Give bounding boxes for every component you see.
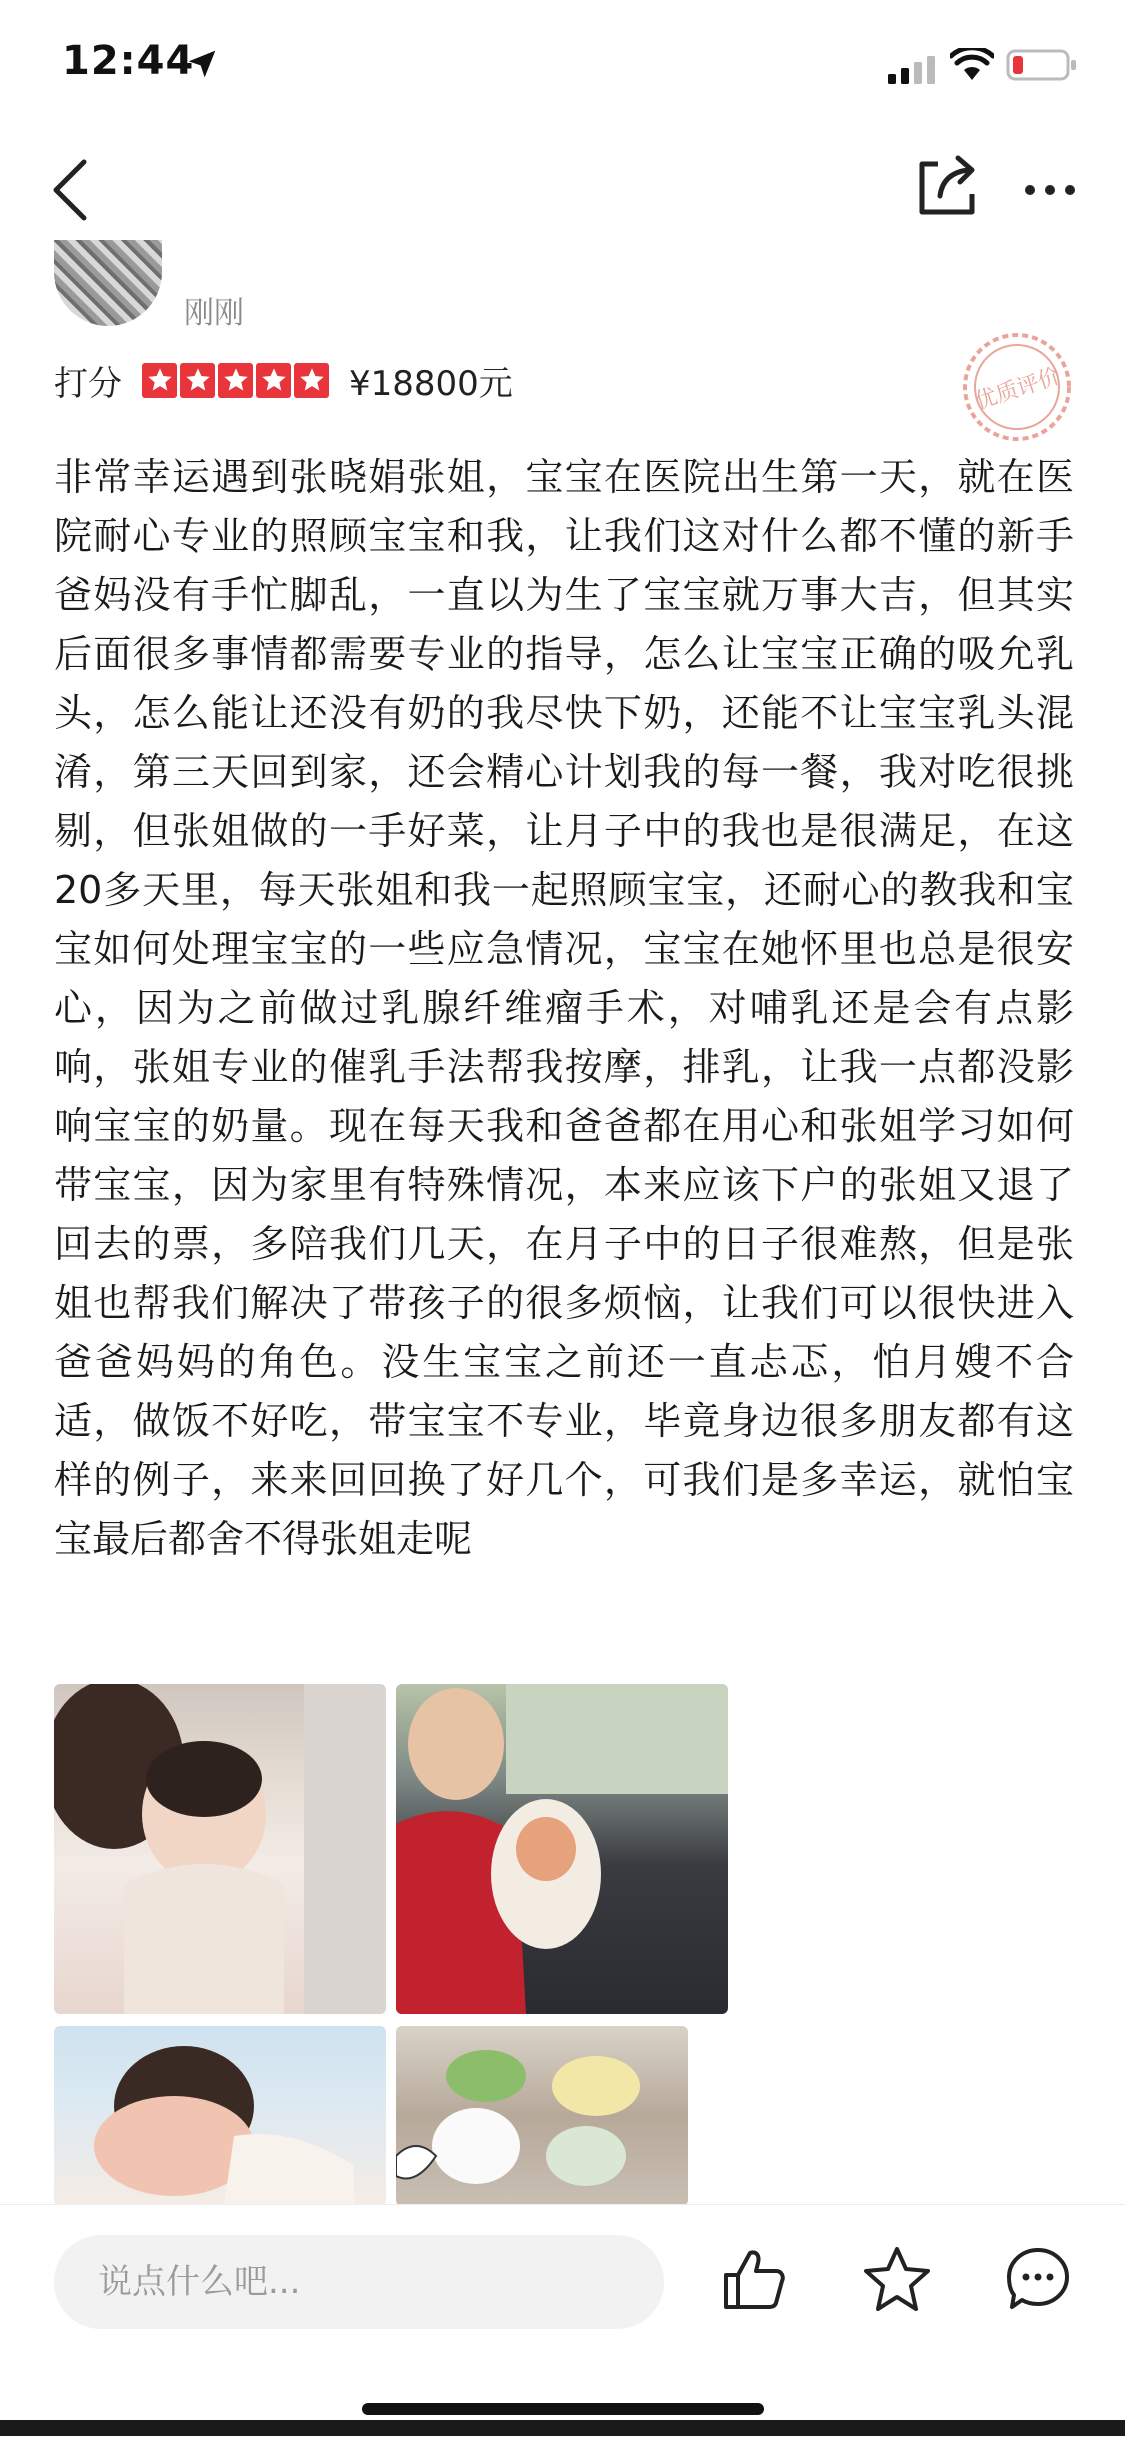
review-photo[interactable] [54, 2026, 386, 2206]
star-icon [180, 363, 215, 398]
status-bar [0, 0, 1125, 130]
review-photo[interactable] [54, 1684, 386, 2014]
thumbs-up-icon[interactable] [720, 2245, 788, 2313]
wifi-icon [950, 48, 994, 82]
bottom-bar [0, 2204, 1125, 2437]
signal-icon [888, 56, 938, 84]
quality-stamp-text: 优质评价 [972, 363, 1064, 415]
back-icon[interactable] [48, 158, 92, 222]
review-photo[interactable] [396, 2026, 688, 2206]
avatar[interactable] [54, 240, 162, 326]
post-time: 刚刚 [184, 296, 244, 331]
nav-bar [0, 130, 1125, 250]
quality-stamp-icon [960, 330, 1074, 444]
star-icon [142, 363, 177, 398]
star-icon[interactable] [862, 2245, 932, 2315]
chat-icon[interactable] [1004, 2245, 1072, 2313]
rating-stars [142, 363, 329, 398]
star-icon [218, 363, 253, 398]
battery-icon [1006, 48, 1078, 82]
home-indicator [362, 2403, 764, 2415]
rating-label: 打分 [54, 363, 122, 404]
review-text: 非常幸运遇到张晓娟张姐，宝宝在医院出生第一天，就在医院耐心专业的照顾宝宝和我，让我们这对什么都不懂的新手爸妈没有手忙脚乱，一直以为生了宝宝就万事大吉，但其实后面很多事情都需要专业的指导，怎么让宝宝正确的吸允乳头，怎么能让还没有奶的我尽快下奶，还能不让宝宝乳头混淆，第三天回到家，还会精心计划我的每一餐，我对吃很挑剔，但张姐做的一手好菜，让月子中的我也是很满足，在这20多天里，每天张姐和我一起照顾宝宝，还耐心的教我和宝宝如何处理宝宝的一些应急情况，宝宝在她怀里也总是很安心，因为之前做过乳腺纤维瘤手术，对哺乳还是会有点影响，张姐专业的催乳手法帮我按摩，排乳，让我一点都没影响宝宝的奶量。现在每天我和爸爸都在用心和张姐学习如何带宝宝，因为家里有特殊情况，本来应该下户的张姐又退了回去的票，多陪我们几天，在月子中的日子很难熬，但是张姐也帮我们解决了带孩子的很多烦恼，让我们可以很快进入爸爸妈妈的角色。没生宝宝之前还一直忐忑，怕月嫂不合适，做饭不好吃，带宝宝不专业，毕竟身边很多朋友都有这样的例子，来来回回换了好几个，可我们是多幸运，就怕宝宝最后都舍不得张姐走呢 [54, 455, 1074, 1561]
share-icon[interactable] [914, 152, 980, 218]
location-arrow-icon [186, 48, 218, 80]
comment-input[interactable] [54, 2235, 664, 2329]
more-icon[interactable] [1022, 182, 1078, 198]
status-time: 12:44 [62, 38, 195, 84]
star-icon [256, 363, 291, 398]
rating-row [54, 356, 513, 404]
bottom-frame [0, 2420, 1125, 2436]
price: ¥18800元 [349, 363, 513, 404]
star-icon [294, 363, 329, 398]
review-photo[interactable] [396, 1684, 728, 2014]
